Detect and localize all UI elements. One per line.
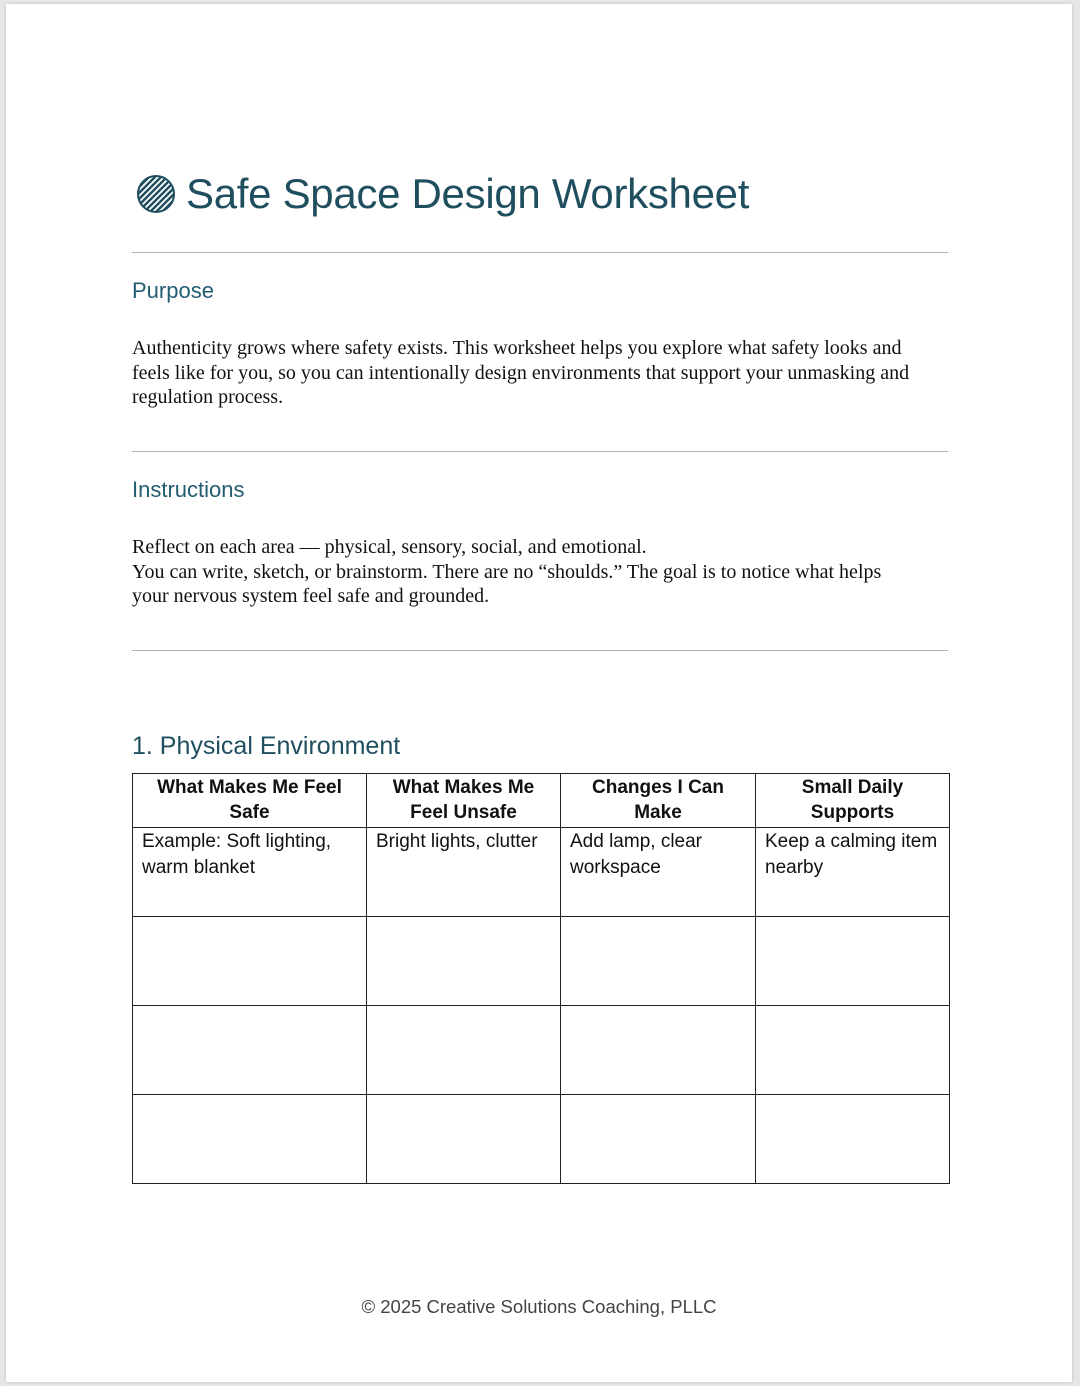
table-cell[interactable] [756,1006,950,1095]
table-cell[interactable] [367,1006,561,1095]
column-header: What Makes Me Feel Unsafe [367,774,561,828]
table-cell[interactable]: Add lamp, clear workspace [561,828,756,917]
divider [132,451,948,452]
table-cell[interactable] [367,1095,561,1184]
document-title: Safe Space Design Worksheet [186,170,750,217]
purpose-line: regulation process. [132,386,284,408]
purpose-heading: Purpose [132,278,214,303]
copyright-footer: © 2025 Creative Solutions Coaching, PLLC [361,1296,717,1317]
instructions-paragraph [132,535,948,609]
table-cell[interactable]: Bright lights, clutter [367,828,561,917]
worksheet-page [6,4,1072,1382]
table-cell[interactable]: Example: Soft lighting, warm blanket [133,828,367,917]
striped-circle-icon [136,174,176,214]
table-row [133,1006,950,1095]
table-cell[interactable] [561,1006,756,1095]
physical-environment-heading: 1. Physical Environment [132,732,401,760]
purpose-line: feels like for you, so you can intentionally design environments that support your unmasking and [132,361,910,384]
table-cell[interactable] [133,917,367,1006]
divider [132,252,948,253]
divider [132,650,948,651]
instructions-heading: Instructions [132,477,245,502]
physical-environment-table [132,773,950,1184]
table-row [133,917,950,1006]
table-cell[interactable] [561,917,756,1006]
column-header: Changes I Can Make [561,774,756,828]
table-cell[interactable] [133,1095,367,1184]
purpose-line: Authenticity grows where safety exists. This worksheet helps you explore what safety looks and [132,337,902,359]
table-cell[interactable] [367,917,561,1006]
purpose-paragraph [132,336,948,410]
instructions-line: your nervous system feel safe and grounded. [132,585,490,607]
instructions-line: Reflect on each area — physical, sensory, social, and emotional. [132,536,647,558]
table-cell[interactable] [133,1006,367,1095]
table-row [133,828,950,917]
table-header-row [133,774,950,828]
table-cell[interactable] [561,1095,756,1184]
table-cell[interactable] [756,1095,950,1184]
instructions-line: You can write, sketch, or brainstorm. There are no “shoulds.” The goal is to notice what helps [132,560,882,583]
column-header: Small Daily Supports [756,774,950,828]
title-row [136,164,749,224]
table-cell[interactable] [756,917,950,1006]
column-header: What Makes Me Feel Safe [133,774,367,828]
table-cell[interactable]: Keep a calming item nearby [756,828,950,917]
table-row [133,1095,950,1184]
